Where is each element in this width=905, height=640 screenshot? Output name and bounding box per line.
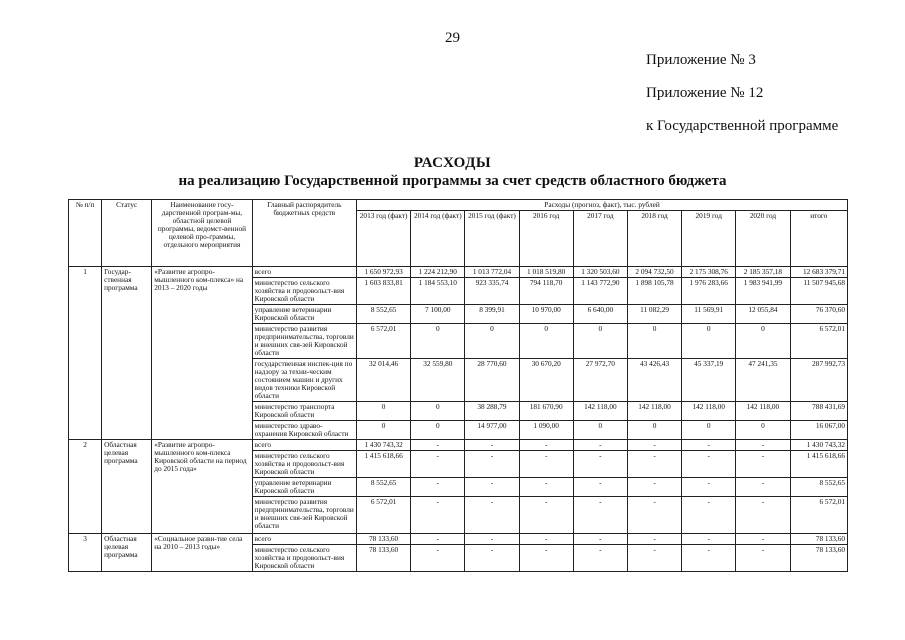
row-year-value: 11 082,29 (627, 305, 681, 324)
row-year-value: - (573, 451, 627, 478)
row-year-value: 1 603 833,81 (357, 278, 411, 305)
document-title: РАСХОДЫ (413, 155, 492, 171)
row-year-value: - (411, 478, 465, 497)
row-year-value: - (573, 440, 627, 451)
row-year-value: - (465, 534, 519, 545)
row-year-value: 8 399,91 (465, 305, 519, 324)
row-year-value: - (736, 440, 790, 451)
row-year-value: 142 118,00 (682, 402, 736, 421)
row-total-value: 16 067,00 (790, 421, 847, 440)
row-year-value: 1 018 519,80 (519, 267, 573, 278)
row-year-value: 0 (627, 421, 681, 440)
row-year-value: - (411, 545, 465, 572)
row-year-value: 0 (736, 324, 790, 359)
header-expenses: Расходы (прогноз, факт), тыс. рублей (357, 200, 848, 211)
header-row (69, 200, 848, 211)
header-year: 2018 год (627, 211, 681, 267)
header-budget-manager: Главный распорядитель бюджетных средств (252, 200, 356, 267)
row-year-value: - (627, 497, 681, 534)
row-year-value: 0 (357, 402, 411, 421)
row-status: Областная целевая программа (102, 534, 152, 572)
row-total-value: 78 133,60 (790, 545, 847, 572)
row-status: Областная целевая программа (102, 440, 152, 534)
row-year-value: - (519, 497, 573, 534)
row-year-value: - (573, 534, 627, 545)
row-year-value: - (465, 478, 519, 497)
row-budget-manager: министерство здраво-охранения Кировской области (252, 421, 356, 440)
row-year-value: - (573, 478, 627, 497)
row-budget-manager: министерство развития предпринимательства, торговли и внешних свя-зей Кировской области (252, 324, 356, 359)
row-year-value: 1 320 503,60 (573, 267, 627, 278)
header-year: 2015 год (факт) (465, 211, 519, 267)
page-number: 29 (445, 30, 460, 46)
row-year-value: 1 224 212,90 (411, 267, 465, 278)
row-total-value: 11 507 945,68 (790, 278, 847, 305)
row-budget-manager: всего (252, 267, 356, 278)
row-year-value: 8 552,65 (357, 305, 411, 324)
row-total-value: 788 431,69 (790, 402, 847, 421)
row-year-value: 2 185 357,18 (736, 267, 790, 278)
row-year-value: 142 118,00 (736, 402, 790, 421)
row-status: Государ-ственная программа (102, 267, 152, 440)
row-year-value: 0 (411, 324, 465, 359)
header-year: 2020 год (736, 211, 790, 267)
row-year-value: - (573, 497, 627, 534)
row-number: 2 (69, 440, 102, 534)
row-year-value: - (627, 451, 681, 478)
row-year-value: 0 (627, 324, 681, 359)
row-budget-manager: министерство транспорта Кировской области (252, 402, 356, 421)
row-year-value: 1 898 105,78 (627, 278, 681, 305)
row-year-value: - (736, 478, 790, 497)
row-number: 1 (69, 267, 102, 440)
row-year-value: 78 133,60 (357, 545, 411, 572)
header-program-name: Наименование госу-дарственной програм-мы, областной целевой программы, ведомст-венной целевой про-граммы, отдельного мероприятия (152, 200, 252, 267)
row-total-value: 1 415 618,66 (790, 451, 847, 478)
header-year: 2014 год (факт) (411, 211, 465, 267)
row-budget-manager: министерство развития предпринимательства, торговли и внешних свя-зей Кировской области (252, 497, 356, 534)
row-year-value: - (627, 534, 681, 545)
row-year-value: 1 184 553,10 (411, 278, 465, 305)
table-body (69, 267, 848, 572)
row-budget-manager: управление ветеринарии Кировской области (252, 305, 356, 324)
row-year-value: 30 670,20 (519, 359, 573, 402)
row-year-value: 0 (411, 421, 465, 440)
appendix-label-2: Приложение № 12 (646, 85, 764, 101)
row-year-value: - (519, 534, 573, 545)
row-year-value: 14 977,00 (465, 421, 519, 440)
row-budget-manager: государственная инспек-ция по надзору за техни-ческим состоянием машин и других видов техники Кировской области (252, 359, 356, 402)
row-year-value: - (465, 497, 519, 534)
row-year-value: - (682, 497, 736, 534)
table-row (69, 267, 848, 278)
row-budget-manager: всего (252, 440, 356, 451)
row-year-value: - (411, 440, 465, 451)
row-year-value: - (736, 497, 790, 534)
row-year-value: 1 143 772,90 (573, 278, 627, 305)
expenses-table (68, 199, 848, 572)
row-year-value: 10 970,00 (519, 305, 573, 324)
row-year-value: - (627, 478, 681, 497)
row-year-value: 2 175 308,76 (682, 267, 736, 278)
row-year-value: 43 426,43 (627, 359, 681, 402)
row-year-value: - (736, 534, 790, 545)
table-header (69, 200, 848, 267)
row-year-value: - (411, 534, 465, 545)
header-year: 2017 год (573, 211, 627, 267)
header-year: итого (790, 211, 847, 267)
row-year-value: 181 670,90 (519, 402, 573, 421)
row-year-value: 32 559,80 (411, 359, 465, 402)
row-year-value: - (411, 451, 465, 478)
row-year-value: 0 (411, 402, 465, 421)
row-year-value: - (465, 545, 519, 572)
row-year-value: - (465, 451, 519, 478)
row-year-value: - (627, 545, 681, 572)
row-total-value: 8 552,65 (790, 478, 847, 497)
row-total-value: 1 430 743,32 (790, 440, 847, 451)
row-year-value: - (519, 440, 573, 451)
row-total-value: 6 572,01 (790, 324, 847, 359)
row-year-value: - (682, 534, 736, 545)
row-year-value: 2 094 732,50 (627, 267, 681, 278)
row-year-value: 6 640,00 (573, 305, 627, 324)
row-program-name: «Социальное разви-тие села на 2010 – 2013 годы» (152, 534, 252, 572)
row-year-value: - (682, 545, 736, 572)
row-year-value: 28 770,60 (465, 359, 519, 402)
row-year-value: 0 (573, 324, 627, 359)
row-year-value: 142 118,00 (627, 402, 681, 421)
row-year-value: 6 572,01 (357, 497, 411, 534)
row-total-value: 78 133,60 (790, 534, 847, 545)
row-year-value: - (519, 451, 573, 478)
header-year: 2016 год (519, 211, 573, 267)
row-year-value: - (465, 440, 519, 451)
header-num: № п/п (69, 200, 102, 267)
row-year-value: 0 (682, 421, 736, 440)
row-year-value: 27 972,70 (573, 359, 627, 402)
row-year-value: 45 337,19 (682, 359, 736, 402)
row-year-value: 1 983 941,99 (736, 278, 790, 305)
row-year-value: 0 (519, 324, 573, 359)
row-year-value: 794 118,70 (519, 278, 573, 305)
row-program-name: «Развитие агропро-мышленного ком-плекса Кировской области на период до 2015 года» (152, 440, 252, 534)
table-row (69, 440, 848, 451)
row-total-value: 76 370,60 (790, 305, 847, 324)
row-year-value: 1 430 743,32 (357, 440, 411, 451)
row-year-value: 32 014,46 (357, 359, 411, 402)
table-row (69, 534, 848, 545)
row-year-value: - (411, 497, 465, 534)
header-status: Статус (102, 200, 152, 267)
row-program-name: «Развитие агропро-мышленного ком-плекса» на 2013 – 2020 годы (152, 267, 252, 440)
row-year-value: 1 013 772,04 (465, 267, 519, 278)
row-year-value: 0 (736, 421, 790, 440)
row-year-value: 1 090,00 (519, 421, 573, 440)
row-year-value: - (682, 451, 736, 478)
row-year-value: 11 569,91 (682, 305, 736, 324)
row-budget-manager: управление ветеринарии Кировской области (252, 478, 356, 497)
row-year-value: - (519, 478, 573, 497)
row-year-value: 0 (573, 421, 627, 440)
row-year-value: - (682, 440, 736, 451)
row-year-value: - (682, 478, 736, 497)
row-year-value: 7 100,00 (411, 305, 465, 324)
appendix-label-1: Приложение № 3 (646, 52, 756, 68)
row-year-value: 923 335,74 (465, 278, 519, 305)
header-year: 2013 год (факт) (357, 211, 411, 267)
row-year-value: - (627, 440, 681, 451)
row-total-value: 287 992,73 (790, 359, 847, 402)
row-budget-manager: министерство сельского хозяйства и продовольст-вия Кировской области (252, 278, 356, 305)
row-total-value: 12 683 379,71 (790, 267, 847, 278)
row-year-value: 142 118,00 (573, 402, 627, 421)
row-year-value: 12 055,84 (736, 305, 790, 324)
row-year-value: 1 415 618,66 (357, 451, 411, 478)
row-year-value: 0 (682, 324, 736, 359)
row-year-value: 1 650 972,93 (357, 267, 411, 278)
row-year-value: - (736, 545, 790, 572)
row-year-value: 8 552,65 (357, 478, 411, 497)
appendix-label-3: к Государственной программе (646, 118, 839, 134)
document-subtitle: на реализацию Государственной программы за счет средств областного бюджета (178, 173, 727, 189)
row-year-value: 1 976 283,66 (682, 278, 736, 305)
row-budget-manager: министерство сельского хозяйства и продовольст-вия Кировской области (252, 451, 356, 478)
row-budget-manager: министерство сельского хозяйства и продовольст-вия Кировской области (252, 545, 356, 572)
row-year-value: 78 133,60 (357, 534, 411, 545)
row-year-value: 38 288,79 (465, 402, 519, 421)
row-year-value: - (519, 545, 573, 572)
header-year: 2019 год (682, 211, 736, 267)
row-year-value: 6 572,01 (357, 324, 411, 359)
row-total-value: 6 572,01 (790, 497, 847, 534)
row-year-value: 47 241,35 (736, 359, 790, 402)
row-budget-manager: всего (252, 534, 356, 545)
row-year-value: - (736, 451, 790, 478)
row-year-value: 0 (465, 324, 519, 359)
row-number: 3 (69, 534, 102, 572)
row-year-value: 0 (357, 421, 411, 440)
row-year-value: - (573, 545, 627, 572)
